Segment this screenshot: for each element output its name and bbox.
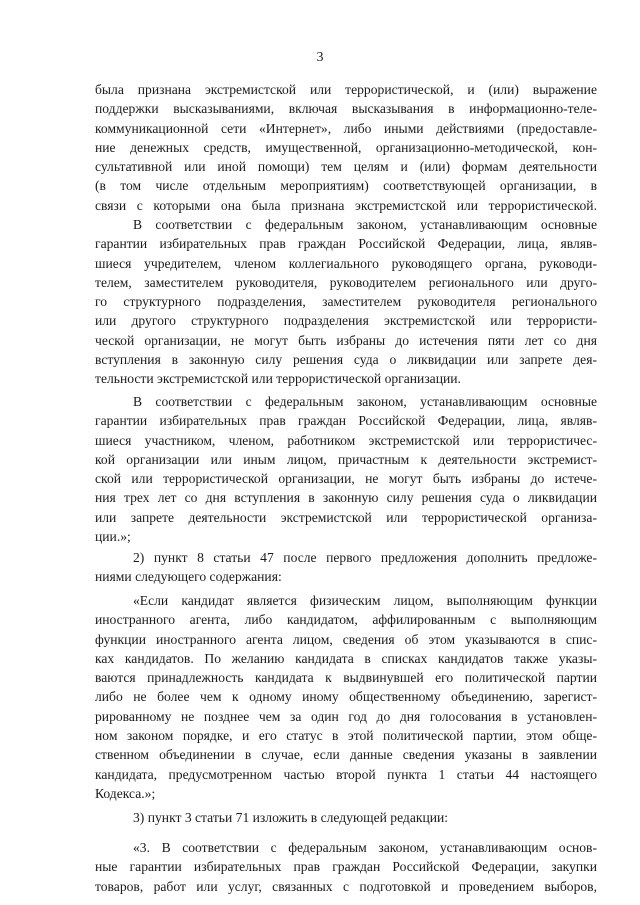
- text-line: 3) пункт 3 статьи 71 изложить в следующей редакции:: [133, 810, 449, 825]
- paragraph-2: [95, 215, 597, 389]
- paragraph-5: [95, 591, 597, 803]
- text-line: связи с которыми она была признана экстремистской или террористической.: [95, 197, 597, 213]
- paragraph-1: [95, 80, 597, 215]
- text-line: сультативной или иной помощи) тем целям и (или) формам деятельности: [95, 159, 597, 175]
- text-line: ственном объединении в случае, если данные сведения указаны в заявлении: [95, 747, 597, 763]
- text-line: ние денежных средств, имущественной, организационно-методической, кон-: [95, 139, 597, 155]
- text-line: была признана экстремистской или террористической, и (или) выражение: [95, 82, 597, 97]
- text-line: кандидата, предусмотренном частью второй пункта 1 статьи 44 настоящего: [95, 766, 597, 782]
- text-line: В соответствии с федеральным законом, устанавливающим основные: [133, 217, 597, 232]
- text-line: кой организации или иным лицом, причастным к деятельности экстремист-: [95, 451, 597, 467]
- paragraph-3: [95, 392, 597, 546]
- text-line: либо не более чем к одному иному общественному объединению, зарегист-: [95, 689, 597, 705]
- text-line: гарантии избирательных прав граждан Российской Федерации, лица, являв-: [95, 413, 597, 429]
- text-line: ции.»;: [95, 529, 131, 545]
- text-line: Кодекса.»;: [95, 785, 156, 801]
- text-line: (в том числе отдельным мероприятиям) соответствующей организации, в: [95, 178, 597, 194]
- paragraph-4: [95, 548, 597, 587]
- text-line: коммуникационной сети «Интернет», либо иными действиями (предоставле-: [95, 120, 597, 136]
- text-line: гарантии избирательных прав граждан Российской Федерации, лица, являв-: [95, 236, 597, 252]
- paragraph-6: [95, 808, 597, 827]
- text-line: рированному не позднее чем за один год до дня голосования в установлен-: [95, 708, 597, 724]
- text-line: В соответствии с федеральным законом, устанавливающим основные: [133, 394, 597, 409]
- text-line: «3. В соответствии с федеральным законом, устанавливающим основ-: [133, 840, 597, 855]
- text-line: ном законом порядке, и его статус в этой политической партии, этом обще-: [95, 728, 597, 744]
- text-line: или запрете деятельности экстремистской или террористической организа-: [95, 509, 597, 525]
- text-line: функции иностранного агента лицом, сведения об этом указываются в спис-: [95, 631, 597, 647]
- text-line: ния трех лет со дня вступления в законную силу решения суда о ликвидации: [95, 490, 597, 506]
- text-line: шиеся участником, членом, работником экстремистской или террористичес-: [95, 432, 597, 448]
- text-line: поддержки высказываниями, включая высказывания в информационно-теле-: [95, 101, 597, 117]
- text-line: тельности экстремистской или террористической организации.: [95, 371, 461, 387]
- text-line: телем, заместителем руководителя, руководителем регионального или друго-: [95, 274, 597, 290]
- text-line: 2) пункт 8 статьи 47 после первого предложения дополнить предложе-: [133, 550, 597, 565]
- text-line: или другого структурного подразделения экстремистской или террористи-: [95, 313, 597, 329]
- text-line: ках кандидатов. По желанию кандидата в списках кандидатов также указы-: [95, 650, 597, 666]
- text-line: вступления в законную силу решения суда о ликвидации или запрете дея-: [95, 352, 597, 368]
- text-line: ваются принадлежность кандидата к выдвинувшей его политической партии: [95, 670, 597, 686]
- text-line: «Если кандидат является физическим лицом, выполняющим функции: [133, 593, 597, 608]
- text-line: ниями следующего содержания:: [95, 569, 282, 585]
- text-line: иностранного агента, либо кандидатом, аффилированным с выполняющим: [95, 612, 597, 628]
- text-line: ные гарантии избирательных прав граждан Российской Федерации, закупки: [95, 859, 597, 875]
- page-number: 3: [316, 50, 324, 65]
- paragraph-7: [95, 838, 597, 896]
- text-line: ской или террористической организации, не могут быть избраны до истече-: [95, 471, 597, 487]
- text-line: го структурного подразделения, заместителем руководителя регионального: [95, 294, 597, 310]
- text-line: ческой организации, не могут быть избраны до истечения пяти лет со дня: [95, 332, 597, 348]
- text-line: шиеся учредителем, членом коллегиального руководящего органа, руководи-: [95, 255, 597, 271]
- text-line: товаров, работ или услуг, связанных с подготовкой и проведением выборов,: [95, 878, 597, 894]
